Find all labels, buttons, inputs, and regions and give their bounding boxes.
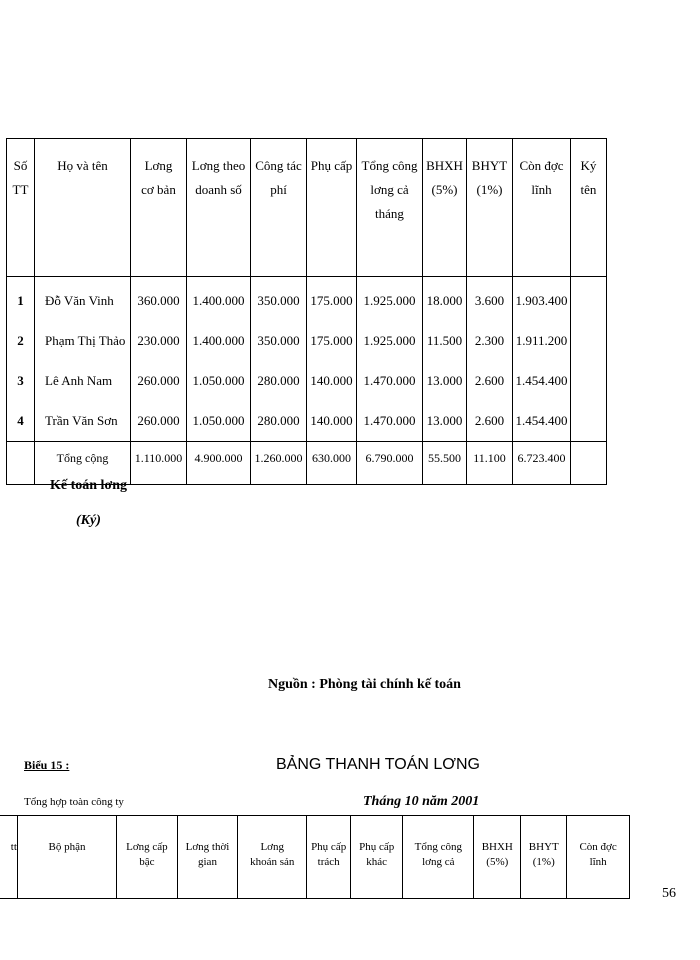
total-cell: 55.500 (423, 442, 467, 485)
total-cell (7, 442, 35, 485)
total-cell: 11.100 (467, 442, 513, 485)
total-cell: 1.110.000 (131, 442, 187, 485)
total-label: Tổng cộng (35, 442, 131, 485)
summary-table (0, 815, 630, 899)
total-cell: 6.723.400 (513, 442, 571, 485)
header-cell: BHXH (5%) (474, 816, 521, 899)
header-cell: Lơng theo doanh số (187, 139, 251, 277)
total-cell: 6.790.000 (357, 442, 423, 485)
header-cell: BHYT (1%) (521, 816, 567, 899)
travel-fee-column: 350.000 350.000 280.000 280.000 (251, 277, 307, 442)
month-subtitle: Tháng 10 năm 2001 (363, 794, 480, 809)
company-subtitle: Tổng hợp toàn công ty (24, 796, 124, 808)
net-pay-column: 1.903.400 1.911.200 1.454.400 1.454.400 (513, 277, 571, 442)
header-cell: Phụ cấp (307, 139, 357, 277)
page-number: 56 (662, 886, 676, 901)
header-cell: tt (0, 816, 17, 899)
header-cell: Ký tên (571, 139, 607, 277)
header-cell: Bộ phận (17, 816, 116, 899)
bhxh-column: 18.000 11.500 13.000 13.000 (423, 277, 467, 442)
header-cell: Công tác phí (251, 139, 307, 277)
table-header-row (7, 139, 607, 277)
header-cell: Tổng công lơng cả tháng (357, 139, 423, 277)
header-cell: BHXH (5%) (423, 139, 467, 277)
summary-header-row (0, 816, 630, 899)
section-title: BẢNG THANH TOÁN LƠNG (276, 756, 480, 773)
signature-column (571, 277, 607, 442)
stt-column: 1 2 3 4 (7, 277, 35, 442)
signature-note: (Ký) (76, 513, 101, 528)
bieu-label: Biểu 15 : (24, 758, 70, 772)
header-cell: Lơng cơ bản (131, 139, 187, 277)
total-cell: 4.900.000 (187, 442, 251, 485)
total-cell: 630.000 (307, 442, 357, 485)
header-cell: Phụ cấp khác (351, 816, 403, 899)
name-column: Đỗ Văn Vinh Phạm Thị Thảo Lê Anh Nam Trần Văn Sơn (35, 277, 131, 442)
source-note: Nguồn : Phòng tài chính kế toán (268, 677, 461, 692)
header-cell: Tổng công lơng cả (403, 816, 474, 899)
header-cell: Lơng thời gian (177, 816, 238, 899)
allowance-column: 175.000 175.000 140.000 140.000 (307, 277, 357, 442)
header-cell: Số TT (7, 139, 35, 277)
header-cell: BHYT (1%) (467, 139, 513, 277)
header-cell: Họ và tên (35, 139, 131, 277)
accountant-title: Kế toán lơng (50, 478, 127, 493)
total-salary-column: 1.925.000 1.925.000 1.470.000 1.470.000 (357, 277, 423, 442)
base-salary-column: 360.000 230.000 260.000 260.000 (131, 277, 187, 442)
header-cell: Còn đợc lĩnh (513, 139, 571, 277)
header-cell: Còn đợc lĩnh (567, 816, 630, 899)
sales-salary-column: 1.400.000 1.400.000 1.050.000 1.050.000 (187, 277, 251, 442)
total-cell: 1.260.000 (251, 442, 307, 485)
salary-table (6, 138, 607, 485)
header-cell: Phụ cấp trách (307, 816, 351, 899)
header-cell: Lơng cấp bậc (117, 816, 178, 899)
table-body-row (7, 277, 607, 442)
bhyt-column: 3.600 2.300 2.600 2.600 (467, 277, 513, 442)
total-cell (571, 442, 607, 485)
header-cell: Lơng khoán sản (238, 816, 307, 899)
